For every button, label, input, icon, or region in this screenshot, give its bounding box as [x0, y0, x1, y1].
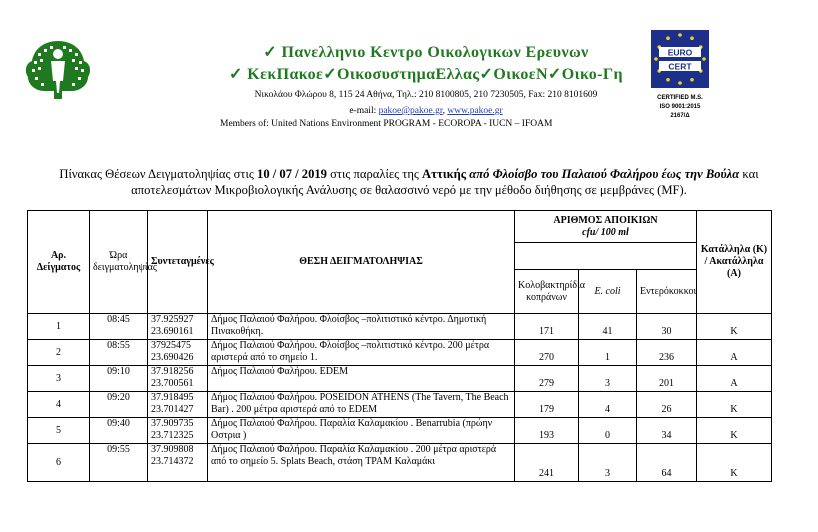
members-line: Members of: United Nations Environment PROGRAM - ECOROPA - IUCN – IFOAM	[220, 119, 553, 129]
sample-coliforms: 241	[515, 444, 579, 482]
sample-number: 6	[28, 444, 90, 482]
sample-result: Α	[697, 366, 772, 392]
latitude: 37.918495	[151, 392, 194, 403]
sample-enterococci: 26	[637, 392, 697, 418]
sample-location: Δήμος Παλαιού Φαλήρου. Φλοίσβος –πολιτιστικό κέντρο. 200 μέτρα αριστερά από το σημείο 1.	[208, 340, 515, 366]
sample-result: Α	[697, 340, 772, 366]
sampling-table	[27, 210, 772, 482]
latitude: 37.909808	[151, 444, 194, 455]
longitude: 23.701427	[151, 404, 194, 415]
header-blank	[515, 243, 697, 270]
sample-enterococci: 64	[637, 444, 697, 482]
document-title	[22, 166, 796, 198]
table-row	[28, 444, 772, 482]
certification-block	[651, 30, 709, 120]
sample-coliforms: 270	[515, 340, 579, 366]
sample-location: Δήμος Παλαιού Φαλήρου. Φλοίσβος –πολιτιστικό κέντρο. Δημοτική Πινακοθήκη.	[208, 314, 515, 340]
sample-coliforms: 193	[515, 418, 579, 444]
cert-logo-top: EURO	[667, 47, 693, 58]
org-contact	[196, 105, 656, 118]
cert-label-2: ISO 9001:2015	[659, 104, 701, 110]
sample-location: Δήμος Παλαιού Φαλήρου. EDEM	[208, 366, 515, 392]
sample-number: 1	[28, 314, 90, 340]
website-link[interactable]: www.pakoe.gr	[447, 106, 503, 116]
star-icon	[654, 57, 658, 61]
sample-enterococci: 236	[637, 340, 697, 366]
sample-enterococci: 201	[637, 366, 697, 392]
title-part-2: στις παραλίες της	[326, 167, 423, 181]
sample-coordinates	[148, 366, 208, 392]
table-row	[28, 340, 772, 366]
sample-time: 08:55	[90, 340, 148, 366]
org-branches-line: ✓ ΚεκΠακοε✓ΟικοσυστημαΕλλας✓ΟικοεΝ✓Οικο-Γη	[229, 66, 623, 83]
cert-logo-bottom: CERT	[668, 61, 692, 72]
cert-label-3: 2167/Δ	[670, 113, 690, 119]
table-row	[28, 366, 772, 392]
sample-number: 5	[28, 418, 90, 444]
sample-enterococci: 30	[637, 314, 697, 340]
sample-ecoli: 0	[579, 418, 637, 444]
header-location: ΘΕΣΗ ΔΕΙΓΜΑΤΟΛΗΨΙΑΣ	[208, 211, 515, 314]
sample-coordinates	[148, 418, 208, 444]
cert-label-1: CERTIFIED M.S.	[657, 95, 703, 101]
header-colonies: ΑΡΙΘΜΟΣ ΑΠΟΙΚΙΩΝ	[553, 214, 658, 226]
star-icon	[666, 78, 670, 82]
sample-result: Κ	[697, 314, 772, 340]
sample-coordinates	[148, 340, 208, 366]
latitude: 37925475	[151, 340, 191, 351]
star-icon	[666, 36, 670, 40]
longitude: 23.714372	[151, 456, 194, 467]
header-suitability: Κατάλληλα (Κ) / Ακατάλληλα (Α)	[697, 211, 772, 314]
longitude: 23.712325	[151, 430, 194, 441]
title-part-1: Πίνακας Θέσεων Δειγματοληψίας στις	[59, 167, 258, 181]
sample-coordinates	[148, 314, 208, 340]
sample-result: Κ	[697, 444, 772, 482]
sample-time: 09:20	[90, 392, 148, 418]
star-icon	[690, 36, 694, 40]
header-coordinates: Συντεταγμένες	[148, 211, 208, 314]
latitude: 37.909735	[151, 418, 194, 429]
sample-coliforms: 279	[515, 366, 579, 392]
email-prefix: e-mail:	[349, 106, 379, 116]
sample-location: Δήμος Παλαιού Φαλήρου. Παραλία Καλαμακίου . 200 μέτρα αριστερά από το σημείο 5. Splats Beach, στάση ΤΡΑΜ Καλαμάκι	[208, 444, 515, 482]
eurocert-logo	[651, 30, 709, 88]
header-sample-no: Αρ. Δείγματος	[28, 211, 90, 314]
sample-coordinates	[148, 444, 208, 482]
sample-enterococci: 34	[637, 418, 697, 444]
sample-ecoli: 1	[579, 340, 637, 366]
title-region: Αττικής	[422, 167, 467, 181]
sample-coliforms: 171	[515, 314, 579, 340]
pakoe-logo	[22, 37, 94, 103]
sample-location: Δήμος Παλαιού Φαλήρου. Παραλία Καλαμακίου . Benarrubia (πρώην Οστρια )	[208, 418, 515, 444]
sample-time: 09:55	[90, 444, 148, 482]
sample-time: 09:10	[90, 366, 148, 392]
star-icon	[690, 78, 694, 82]
header-enterococci: Εντερόκοκκοι	[637, 270, 697, 314]
sample-result: Κ	[697, 418, 772, 444]
org-header	[196, 42, 656, 118]
table-row	[28, 418, 772, 444]
contact-separator: ,	[442, 106, 448, 116]
header-ecoli: E. coli	[579, 270, 637, 314]
longitude: 23.690426	[151, 352, 194, 363]
sample-ecoli: 4	[579, 392, 637, 418]
table-row	[28, 314, 772, 340]
header-time: Ώρα δειγματοληψίας	[90, 211, 148, 314]
header-unit: cfu/ 100 ml	[582, 226, 629, 238]
longitude: 23.700561	[151, 378, 194, 389]
title-range: από Φλοίσβο του Παλαιού Φαλήρου έως την Βούλα	[469, 167, 740, 181]
sample-number: 3	[28, 366, 90, 392]
sample-ecoli: 3	[579, 366, 637, 392]
sample-time: 09:40	[90, 418, 148, 444]
sample-location: Δήμος Παλαιού Φαλήρου. POSEIDON ATHENS (The Tavern, The Beach Bar) . 200 μέτρα αριστερά από το EDEM	[208, 392, 515, 418]
star-icon	[678, 33, 682, 37]
longitude: 23.690161	[151, 326, 194, 337]
sample-number: 2	[28, 340, 90, 366]
sample-result: Κ	[697, 392, 772, 418]
org-name-line: ✓ Πανελληνιο Κεντρο Οικολογικων Ερευνων	[263, 44, 589, 61]
title-part-4: και αποτελεσμάτων Μικροβιολογικής Ανάλυσης σε θαλασσινό νερό με την μέθοδο διήθησης σε μεμβράνες (MF).	[131, 167, 759, 197]
star-icon	[678, 81, 682, 85]
header-colonies-group	[515, 211, 697, 243]
sample-number: 4	[28, 392, 90, 418]
sample-coliforms: 179	[515, 392, 579, 418]
sample-coordinates	[148, 392, 208, 418]
star-icon	[702, 57, 706, 61]
sample-time: 08:45	[90, 314, 148, 340]
email-link[interactable]: pakoe@pakoe.gr	[378, 106, 443, 116]
sample-ecoli: 3	[579, 444, 637, 482]
title-date: 10 / 07 / 2019	[257, 167, 327, 181]
org-address: Νικολάου Φλώρου 8, 115 24 Αθήνα, Τηλ.: 210 8100805, 210 7230505, Fax: 210 8101609	[254, 90, 598, 100]
sample-ecoli: 41	[579, 314, 637, 340]
latitude: 37.918256	[151, 366, 194, 377]
latitude: 37.925927	[151, 314, 194, 325]
header-coliforms: Κολοβακτηρίδια κοπράνων	[515, 270, 579, 314]
table-row	[28, 392, 772, 418]
